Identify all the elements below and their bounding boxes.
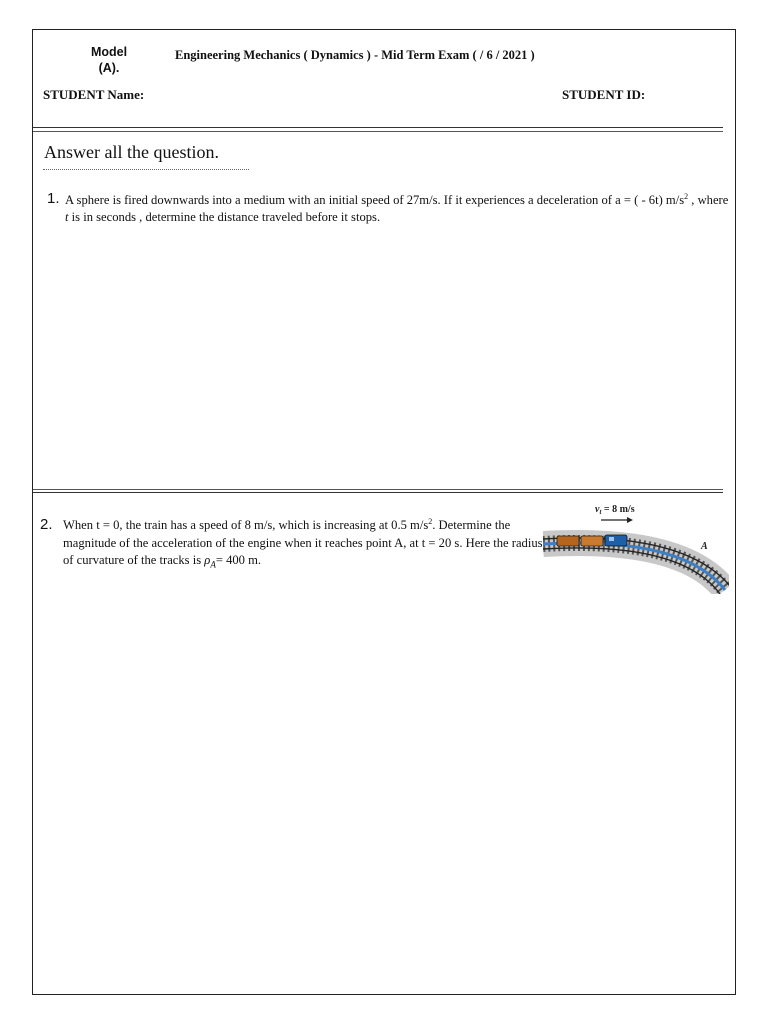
- q2-variable-rho: ρ: [204, 553, 211, 567]
- train-track-diagram: [543, 498, 729, 594]
- point-a-label: A: [701, 541, 708, 552]
- q1-text-part-b: , where: [688, 193, 729, 207]
- question-divider-top: [33, 489, 723, 490]
- train-car-2: [581, 536, 603, 546]
- q1-text-part-a: A sphere is fired downwards into a medium with an initial speed of 27m/s. If it experiences a deceleration of a = ( - 6t) m/s: [65, 193, 685, 207]
- question-2-text: [63, 517, 543, 574]
- instruction-heading: Answer all the question.: [44, 142, 219, 162]
- question-2-number: 2.: [40, 516, 53, 533]
- train-car-1: [557, 536, 579, 546]
- q2-superscript: 2: [428, 516, 433, 526]
- question-1-number: 1.: [47, 190, 60, 207]
- question-1-text: [65, 192, 729, 226]
- engine-window: [609, 537, 614, 541]
- student-name-label: STUDENT Name:: [43, 87, 145, 102]
- train: [557, 535, 627, 546]
- train-engine: [605, 535, 627, 546]
- model-variant: (A).: [98, 61, 120, 75]
- student-id-label: STUDENT ID:: [562, 87, 646, 102]
- exam-page-frame: [32, 29, 736, 995]
- q2-text-part-c: = 400 m.: [215, 553, 262, 567]
- q2-text-part-a: When t = 0, the train has a speed of 8 m/s, which is increasing at 0.5 m/s: [63, 518, 429, 532]
- velocity-arrow-head: [627, 517, 633, 523]
- header-divider-bottom: [33, 131, 723, 132]
- exam-title: Engineering Mechanics ( Dynamics ) - Mid Term Exam ( / 6 / 2021 ): [175, 48, 535, 62]
- q1-text-part-c: is in seconds , determine the distance traveled before it stops.: [68, 210, 381, 224]
- instruction-underline: [43, 169, 249, 170]
- q1-superscript: 2: [684, 191, 689, 201]
- model-text: Model: [90, 45, 128, 59]
- q2-subscript-a: A: [210, 559, 216, 570]
- question-divider-bottom: [33, 492, 723, 493]
- velocity-label: $v_t = 8$ m/s: [595, 504, 635, 516]
- model-label: [79, 44, 139, 76]
- header-divider-top: [33, 127, 723, 128]
- q2-text-part-b: . Determine the magnitude of the acceleration of the engine when it reaches point A, at t = 20 s. Here the radius of curvature of the tracks is: [63, 518, 543, 567]
- q1-variable-t: t: [65, 210, 69, 224]
- train-track-figure: [543, 498, 729, 594]
